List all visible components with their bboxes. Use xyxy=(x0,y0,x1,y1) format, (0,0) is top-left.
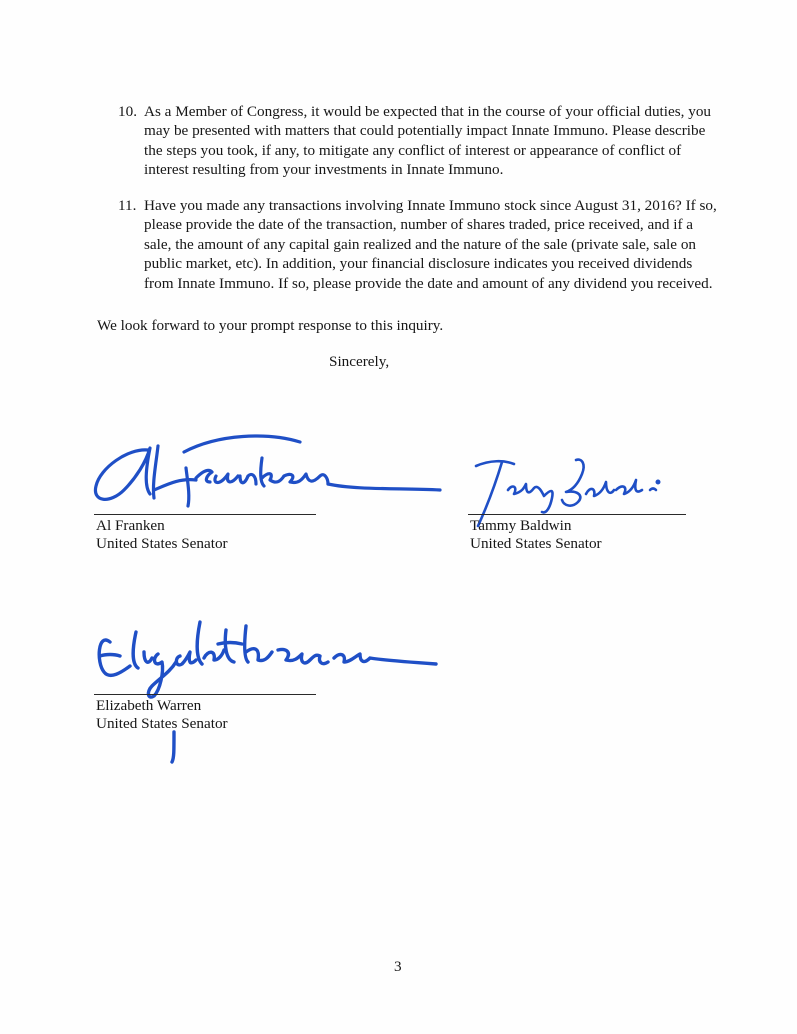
question-text: As a Member of Congress, it would be expected that in the course of your official duties, you may be presented with matters that could potentially impact Innate Immuno. Please describe the steps you took, if any, to mitigate any conflict of interest or appearance of conflict of interest resulting from your investments in Innate Immuno. xyxy=(144,103,712,179)
signatory-name: Elizabeth Warren xyxy=(96,697,202,714)
signature-line xyxy=(94,514,316,515)
signatory-title: United States Senator xyxy=(96,715,228,732)
signature-line xyxy=(468,514,686,515)
signature-warren xyxy=(88,602,448,762)
signature-warren-text: Elizabeth Warren xyxy=(88,602,95,603)
signature-line xyxy=(94,694,316,695)
signature-franken xyxy=(88,428,448,518)
salutation: Sincerely, xyxy=(329,353,390,370)
signatory-title: United States Senator xyxy=(470,535,602,552)
signatory-name: Tammy Baldwin xyxy=(470,517,572,534)
question-number: 10. xyxy=(118,103,137,120)
question-10 xyxy=(118,102,718,180)
closing-line: We look forward to your prompt response to this inquiry. xyxy=(97,317,444,334)
question-number: 11. xyxy=(118,197,137,214)
question-text: Have you made any transactions involving Innate Immuno stock since August 31, 2016? If so, please provide the date of the transaction, number of shares traded, price received, and if a sale, the amount of any capital gain realized and the nature of the sale (private sale, sale on public market, etc). In addition, your financial disclosure indicates you received dividends from Innate Immuno. If so, please provide the date and amount of any dividend you received. xyxy=(144,197,717,292)
signatory-title: United States Senator xyxy=(96,535,228,552)
question-11 xyxy=(118,196,718,293)
signature-baldwin-text: Tammy Baldwin xyxy=(466,440,473,441)
page-number: 3 xyxy=(394,958,402,975)
signature-franken-text: Al Franken xyxy=(88,428,93,429)
signatory-name: Al Franken xyxy=(96,517,165,534)
